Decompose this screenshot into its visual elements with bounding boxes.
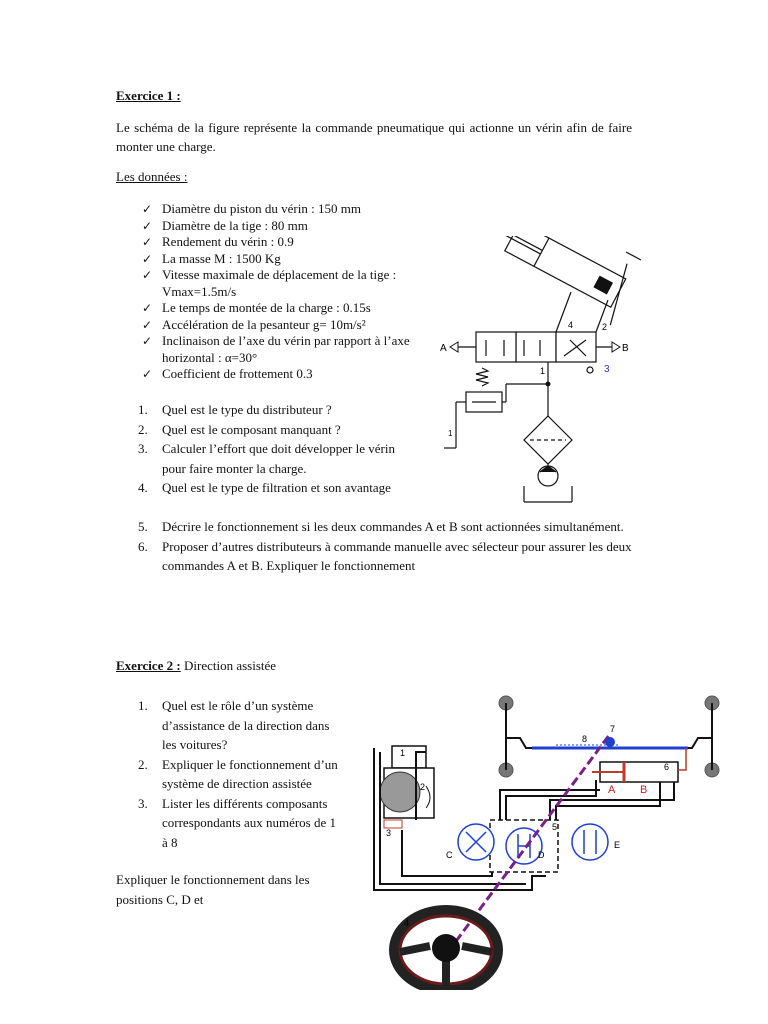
fig2-num-1: 1 [400, 748, 406, 758]
fig2-num-8: 8 [582, 734, 588, 744]
fig1-reg-1: 1 [448, 429, 453, 438]
ex2-closing: Expliquer le fonctionnement dans les positions C, D et [116, 872, 310, 907]
fig2-label-A: A [608, 784, 616, 796]
data-item: ✓ Diamètre du piston du vérin : 150 mm [142, 201, 361, 216]
fig2-num-4: 4 [404, 918, 410, 928]
ex1-data-label: Les données : [116, 169, 188, 184]
question-item: 1. Quel est le type du distributeur ? [138, 402, 332, 417]
ex1-intro: Le schéma de la figure représente la commande pneumatique qui actionne un vérin afin de faire monter une charge. [116, 120, 632, 154]
pneumatic-figure [436, 236, 676, 508]
ex2-heading [116, 658, 276, 674]
fig2-num-5: 5 [552, 822, 558, 832]
fig1-port-2: 2 [602, 322, 608, 332]
cylinder [469, 236, 639, 325]
data-item: ✓ Coefficient de frottement 0.3 [142, 366, 313, 381]
data-item: ✓ Le temps de montée de la charge : 0.15s [142, 300, 371, 315]
fig1-label-A: A [440, 343, 447, 354]
question-item: 6. Proposer d’autres distributeurs à commande manuelle avec sélecteur pour assurer les deux commandes A et B. Expliquer le fonctionnement [138, 538, 632, 573]
ex2-subtitle: Direction assistée [183, 658, 277, 673]
ex1-questions-a [116, 400, 412, 498]
data-item: ✓ Vitesse maximale de déplacement de la tige : Vmax=1.5m/s [142, 267, 397, 299]
check-icon: ✓ [142, 268, 153, 282]
check-icon: ✓ [142, 202, 153, 216]
fig2-num-2: 2 [420, 782, 426, 792]
question-item: 4. Quel est le type de filtration et son avantage [138, 480, 391, 495]
ex1-title: Exercice 1 : [116, 88, 181, 103]
data-item: ✓ Accélération de la pesanteur g= 10m/s² [142, 316, 366, 332]
fig2-label-D: D [538, 850, 545, 860]
fig2-label-C: C [446, 850, 453, 860]
check-icon: ✓ [142, 218, 153, 233]
check-icon: ✓ [142, 235, 153, 249]
fig2-num-6: 6 [664, 762, 670, 772]
ex2-title: Exercice 2 : [116, 658, 181, 673]
check-icon: ✓ [142, 317, 153, 332]
check-icon: ✓ [142, 334, 153, 348]
fig1-port-4: 4 [568, 320, 574, 330]
question-item: 2. Expliquer le fonctionnement d’un système de direction assistée [138, 756, 338, 791]
data-item: ✓ Diamètre de la tige : 80 mm [142, 217, 308, 233]
ex1-questions-b [116, 517, 636, 576]
data-item: ✓ La masse M : 1500 Kg [142, 250, 281, 266]
fig2-label-E: E [614, 840, 621, 850]
fig1-port-3: 3 [604, 364, 610, 375]
question-item: 3. Lister les différents composants correspondants aux numéros de 1 à 8 [138, 795, 337, 850]
check-icon: ✓ [142, 251, 153, 266]
fig1-port-1: 1 [540, 366, 546, 376]
ex2-questions [116, 696, 344, 852]
power-steering-figure [360, 690, 740, 990]
question-item: 2. Quel est le composant manquant ? [138, 421, 341, 437]
question-item: 1. Quel est le rôle d’un système d’assistance de la direction dans les voitures? [138, 698, 330, 752]
question-item: 5. Décrire le fonctionnement si les deux commandes A et B sont actionnées simultanément. [138, 519, 624, 534]
fig2-label-B: B [640, 784, 648, 796]
fig2-num-3: 3 [386, 828, 392, 838]
check-icon: ✓ [142, 367, 153, 381]
check-icon: ✓ [142, 301, 153, 315]
data-item: ✓ Inclinaison de l’axe du vérin par rapport à l’axe horizontal : α=30° [142, 333, 410, 365]
fig2-num-7: 7 [610, 724, 616, 734]
ex1-data-list [136, 201, 422, 383]
question-item: 3. Calculer l’effort que doit développer le vérin pour faire monter la charge. [138, 441, 395, 476]
data-item: ✓ Rendement du vérin : 0.9 [142, 234, 294, 249]
fig1-label-B: B [622, 343, 629, 354]
